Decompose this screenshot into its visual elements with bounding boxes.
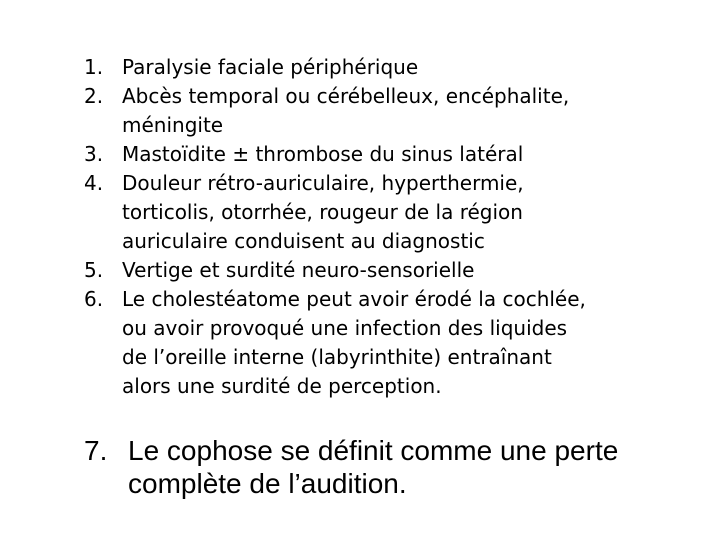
list-item-text: Le cophose se définit comme une perte complète de l’audition.	[128, 435, 619, 499]
list-item	[84, 53, 694, 82]
final-list-item	[84, 434, 704, 500]
list-item-text: Paralysie faciale périphérique	[122, 55, 419, 79]
list-item-number: 3.	[84, 142, 104, 166]
list-item	[84, 285, 694, 401]
list-item	[84, 434, 704, 500]
list-item-number: 1.	[84, 55, 104, 79]
list-item-number: 6.	[84, 287, 104, 311]
list-item-text: Mastoïdite ± thrombose du sinus latéral	[122, 142, 524, 166]
list-item	[84, 256, 694, 285]
list-item	[84, 140, 694, 169]
list-item-text: Vertige et surdité neuro-sensorielle	[122, 258, 475, 282]
list-item-number: 5.	[84, 258, 104, 282]
list-item-text: Douleur rétro-auriculaire, hyperthermie, torticolis, otorrhée, rougeur de la région auriculaire conduisent au diagnostic	[122, 171, 524, 253]
list-item	[84, 82, 694, 140]
list-item-number: 4.	[84, 171, 104, 195]
list-item-text: Abcès temporal ou cérébelleux, encéphalite, méningite	[122, 84, 570, 137]
numbered-list	[84, 53, 694, 401]
list-item-number: 7.	[84, 435, 108, 466]
list-item	[84, 169, 694, 256]
list-item-text: Le cholestéatome peut avoir érodé la cochlée, ou avoir provoqué une infection des liquides de l’oreille interne (labyrinthite) entraînant alors une surdité de perception.	[122, 287, 586, 398]
list-item-number: 2.	[84, 84, 104, 108]
